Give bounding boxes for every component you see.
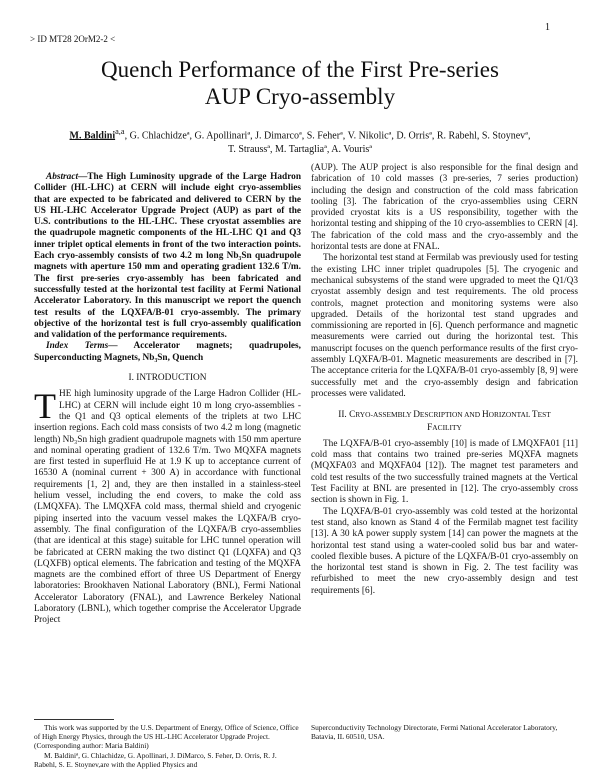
intro-text: HE high luminosity upgrade of the Large Hadron Collider (HL-LHC) at CERN will include eight 10 m long cryo-assemblies - the Q1 and Q3 optical elements of the triplets at two LHC insertion regions. Each cold mass consists of two 4.2 m long (magnetic length) Nb₃Sn high gradient quadrupole magnets with 150 mm aperture and nominal operating gradient of 132.6 T/m. Two MQXFA magnets are first tested in superfluid He at 1.9 K up to acceptance current of 16530 A (nominal current + 300 A) in accordance with functional requirements [1, 2] and, they are then installed in a stainless-steel helium vessel, including the end covers, to make the cold ass (LMQXFA). The LMQXFA cold mass, thermal shield and cryogenic piping inserted into the vacuum vessel makes the LQXFA/B cryo-assembly. The final configuration of the LQXFA/B cryo-assemblies (that are identical at this stage) suitable for LHC tunnel operation will be fabricated at CERN making the two distinct Q1 (LQXFA) and Q3 (LQXFB) optical elements. The fabrication and testing of the MQXFA magnets are the combined effort of three US Department of Energy laboratories: Brookhaven National Laboratory (BNL), Fermi National Accelerator Laboratory (FNAL), and Lawrence Berkeley National Laboratory (LBNL), which together comprise the Accelerator Upgrade Project	[34, 389, 301, 626]
paper-title	[40, 56, 560, 110]
author-list	[40, 125, 560, 156]
abstract	[34, 172, 301, 341]
authors-rest: , G. Chlachidzeª, G. Apollinariª, J. Dimarcoª, S. Feherª, V. Nikolicª, D. Orrisª, R. Rabehl, S. Stoynevª,	[124, 130, 531, 142]
drop-cap: T	[34, 386, 56, 427]
right-column	[311, 163, 578, 597]
footnotes-left	[34, 723, 301, 769]
page-number: 1	[545, 22, 550, 33]
paragraph: (AUP). The AUP project is also responsible for the final design and fabrication of 10 cold masses (3 pre-series, 7 series production) including the design and construction of the cold mass fabrication tooling [3]. The fabrication of the cryo-assemblies using CERN provided cryostat kits is a US responsibility, together with the horizontal testing and shipping of the 10 cryo-assemblies to CERN [4]. The fabrication of the cold mass and the cryo-assembly and the horizontal tests are done at FNAL.	[311, 163, 578, 253]
paragraph: The LQXFA/B-01 cryo-assembly was cold tested at the horizontal test stand, also known as Stand 4 of the Fermilab magnet test facility [13]. A 30 kA power supply system [14] can power the magnets at the horizontal test stand using a water-cooled solid bus bar and water-cooled flexible buses. A picture of the LQXFA/B-01 cryo-assembly on the horizontal test stand is shown in Fig. 2. The test facility was refurbished to meet the new cryo-assembly design and test requirements [6].	[311, 506, 578, 596]
paragraph: The horizontal test stand at Fermilab was previously used for testing the existing LHC inner triplet quadrupoles [5]. The cryogenic and mechanical subsystems of the stand were upgraded to meet the Q1/Q3 cryostat assembly design and test requirements. The old process controls, magnet protection and monitoring systems were also upgraded. Details of the horizontal test stand upgrades and commissioning are reported in [6]. Quench performance and magnetic measurements were carried out during the horizontal test. This manuscript focuses on the quench performance results of the first cryo-assembly LQXFA/B-01. Magnetic measurements are described in [7]. The acceptance criteria for the LQXFA/B-01 cryo-assembly [8, 9] were successfully met and the cryo-assembly design and fabrication processes were validated.	[311, 253, 578, 399]
abstract-text: —The High Luminosity upgrade of the Large Hadron Collider (HL-LHC) at CERN will include eight cryo-assemblies that are expected to be fabricated and delivered to CERN by the US HL-LHC Accelerator Upgrade Project (AUP) as part of the U.S. contributions to the HL-LHC. These cryostat assemblies are the quadrupole magnetic components of the HL-LHC Q1 and Q3 inner triplet optical elements in front of the two interaction points. Each cryo-assembly consists of two 4.2 m long Nb₃Sn quadrupole magnets with aperture 150 mm and operating gradient 132.6 T/m. The first pre-series cryo-assembly has been fabricated and successfully tested at the horizontal test facility at Fermi National Accelerator Laboratory. In this manuscript we report the quench test results of the LQXFA/B-01 cryo-assembly. The primary objective of the horizontal test is full cryo-assembly qualification and validation of the performance requirements.	[34, 172, 301, 341]
index-terms-label: Index Terms	[46, 341, 109, 352]
section-heading-introduction: I. INTRODUCTION	[128, 373, 207, 384]
lead-author-affiliation: a,a	[115, 127, 125, 136]
footnote-affiliations: M. Baldiniª, G. Chlachidze, G. Apollinari, J. DiMarco, S. Feher, D. Orris, R. J. Rabehl, S. E. Stoynev,are with the Applied Physics and	[34, 750, 277, 769]
authors-line-2: T. Straussª, M. Tartagliaª, A. Vourisª	[227, 143, 373, 155]
title-line-2: AUP Cryo-assembly	[204, 84, 396, 109]
paragraph: The LQXFA/B-01 cryo-assembly [10] is made of LMQXFA01 [11] cold mass that contains two trained pre-series MQXFA magnets (MQXFA03 and MQXFA04 [12]). The magnet test parameters and cold test results of the two successfully trained magnets at the Vertical Test Facility at BNL are presented in [12]. The cryo-assembly cross section is shown in Fig. 1.	[311, 438, 578, 506]
footnotes-right	[311, 723, 578, 741]
intro-paragraph	[34, 386, 301, 626]
lead-author: M. Baldini	[69, 130, 116, 142]
section-heading-cryo-assembly: II. CRYO-ASSEMBLY DESCRIPTION AND HORIZONTAL TEST FACILITY	[338, 410, 551, 433]
footnote-funding: This work was supported by the U.S. Department of Energy, Office of Science, Office of High Energy Physics, through the US HL-LHC Accelerator Upgrade Project. (Corresponding author: Maria Baldini)	[34, 723, 299, 751]
footnote-rule	[34, 719, 114, 720]
title-line-1: Quench Performance of the First Pre-series	[101, 57, 499, 82]
footnote-affiliations-cont: Superconductivity Technology Directorate, Fermi National Accelerator Laboratory, Batavia, IL 60510, USA.	[311, 723, 558, 742]
index-terms-text: — Accelerator magnets; quadrupoles, Superconducting Magnets, Nb₃Sn, Quench	[34, 341, 301, 363]
abstract-label: Abstract	[46, 172, 79, 182]
index-terms	[34, 341, 301, 364]
document-id: > ID MT28 2OrM2-2 <	[30, 34, 116, 44]
authors-line-1	[40, 125, 560, 143]
left-column	[34, 172, 301, 627]
